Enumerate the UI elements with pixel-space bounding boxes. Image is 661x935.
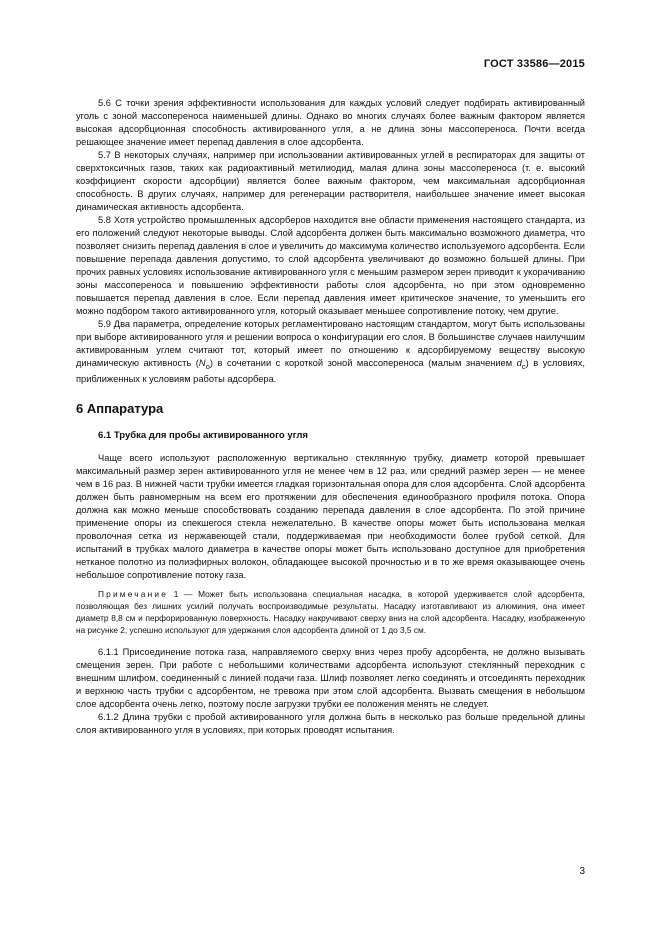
- section-6-1-heading: 6.1 Трубка для пробы активированного угля: [98, 429, 308, 441]
- section-6-heading: 6 Аппаратура: [76, 400, 164, 416]
- paragraph-5-8: 5.8 Хотя устройство промышленных адсорберов находится вне области применения настоящего стандарта, из его положений следуют некоторые выводы. Слой адсорбента должен быть максимально возможного диаметра, что позволяет снизить перепад давления в слое и увеличить до максимума количество используемого адсорбента. Если повышение перепада давления допустимо, то слой адсорбента увеличивают до возможно большей длины. При прочих равных условиях использование активированного угля с меньшим размером зерен приводит к укорачиванию зоны массопереноса и повышению эффективности работы слоя адсорбента, но при этом одновременно повышается перепад давления в слое. Если перепад давления имеет критическое значение, то уменьшить его можно подбором такого активированного угля, который оказывает меньшее сопротивление потоку, чем другие.: [76, 215, 585, 316]
- paragraph-5-7: 5.7 В некоторых случаях, например при использовании активированных углей в респираторах для защиты от сверхтоксичных газов, таких как радиоактивный метилиодид, малая длина зоны массопереноса (т. е. высокий коэффициент скорости адсорбции) является более важным фактором, чем максимальная адсорбционная способность. В других случаях, например для регенерации растворителя, наибольшее значение имеет высокая динамическая активность адсорбента.: [76, 150, 585, 212]
- note-text: 1 — Может быть использована специальная насадка, в которой удерживается слой адсорбента, позволяющая без лишних усилий получать воспроизводимые результаты. Насадку изготавливают из алюминия, она имеет диаметр 8,8 см и перфорированную поверхность. Насадку накручивают сверху вниз на слой адсорбента. Насадку, изображенную на рисунке 2, успешно используют для удержания слоя адсорбента длиной от 1 до 3,5 см.: [76, 588, 585, 635]
- symbol-n-subscript: o: [205, 361, 210, 371]
- paragraph-5-9-part-c: ) в условиях, приближенных к условиям работы адсорбера.: [76, 358, 585, 384]
- paragraph-5-9: [76, 318, 585, 386]
- paragraph-6-1-1: 6.1.1 Присоединение потока газа, направляемого сверху вниз через пробу адсорбента, не должно вызывать смещения зерен. При работе с небольшими количествами адсорбента используют стеклянный переходник с внешним шлифом, соединенный с линией подачи газа. Шлиф позволяет легко соединять и отсоединять переходник и верхнюю часть трубки с адсорбентом, не тревожа при этом слой адсорбента. Вызвать смещения в небольшом слое адсорбента очень легко, поэтому после загрузки трубки ее положения менять не следует.: [76, 646, 585, 709]
- document-code: ГОСТ 33586—2015: [483, 58, 585, 70]
- paragraph-5-9-part-a: 5.9 Два параметра, определение которых регламентировано настоящим стандартом, могут быть использованы при выборе активированного угля и решении вопроса о конфигурации его слоя. В большинстве случаев наилучшим активированным углем считают тот, который имеет по отношению к адсорбируемому веществу высокую динамическую активность (: [76, 319, 585, 368]
- paragraph-6-1-2: 6.1.2 Длина трубки с пробой активированного угля должна быть в несколько раз больше предельной длины слоя активированного угля в условиях, при которых проводят испытания.: [76, 711, 585, 735]
- symbol-n: N: [198, 358, 206, 368]
- paragraph-5-9-part-b: ) в сочетании с короткой зоной массопереноса (малым значением: [209, 358, 517, 368]
- paragraph-6-1: Чаще всего используют расположенную вертикально стеклянную трубку, диаметр которой превышает максимальный размер зерен активированного угля не менее чем в 12 раз, или средний размер зерен — не менее чем в 16 раз. В нижней части трубки имеется гладкая горизонтальная опора для слоя адсорбента. Слой адсорбента должен быть равномерным на всем его протяжении для обеспечения единообразного профиля потока. Опора должна как можно меньше способствовать созданию перепада давления в слое адсорбента. По этой причине применение опоры из спекшегося стекла нежелательно. В качестве опоры может быть использована мелкая проволочная сетка из нержавеющей стали, поддерживаемая при необходимости более грубой сеткой. Для испытаний в трубках малого диаметра в качестве опоры может быть использовано доступное для приобретения нетканое полотно из полиэфирных волокон, обладающее высокой прочностью и в то же время оказывающее очень небольшое сопротивление потоку газа.: [76, 452, 585, 580]
- note-1: [76, 588, 585, 636]
- page-number: 3: [579, 866, 585, 877]
- symbol-d-subscript: c: [521, 361, 526, 371]
- paragraph-5-6: 5.6 С точки зрения эффективности использования для каждых условий следует подбирать активированный уголь с зоной массопереноса наименьшей длины. Однако во многих случаях более важным фактором является высокая адсорбционная способность активированного угля, а не длина зоны массопереноса. Почти всегда решающее значение имеет перепад давления в слое адсорбента.: [76, 98, 585, 147]
- symbol-d: d: [516, 358, 522, 368]
- note-label: Примечание: [98, 588, 169, 599]
- document-body: [76, 97, 585, 737]
